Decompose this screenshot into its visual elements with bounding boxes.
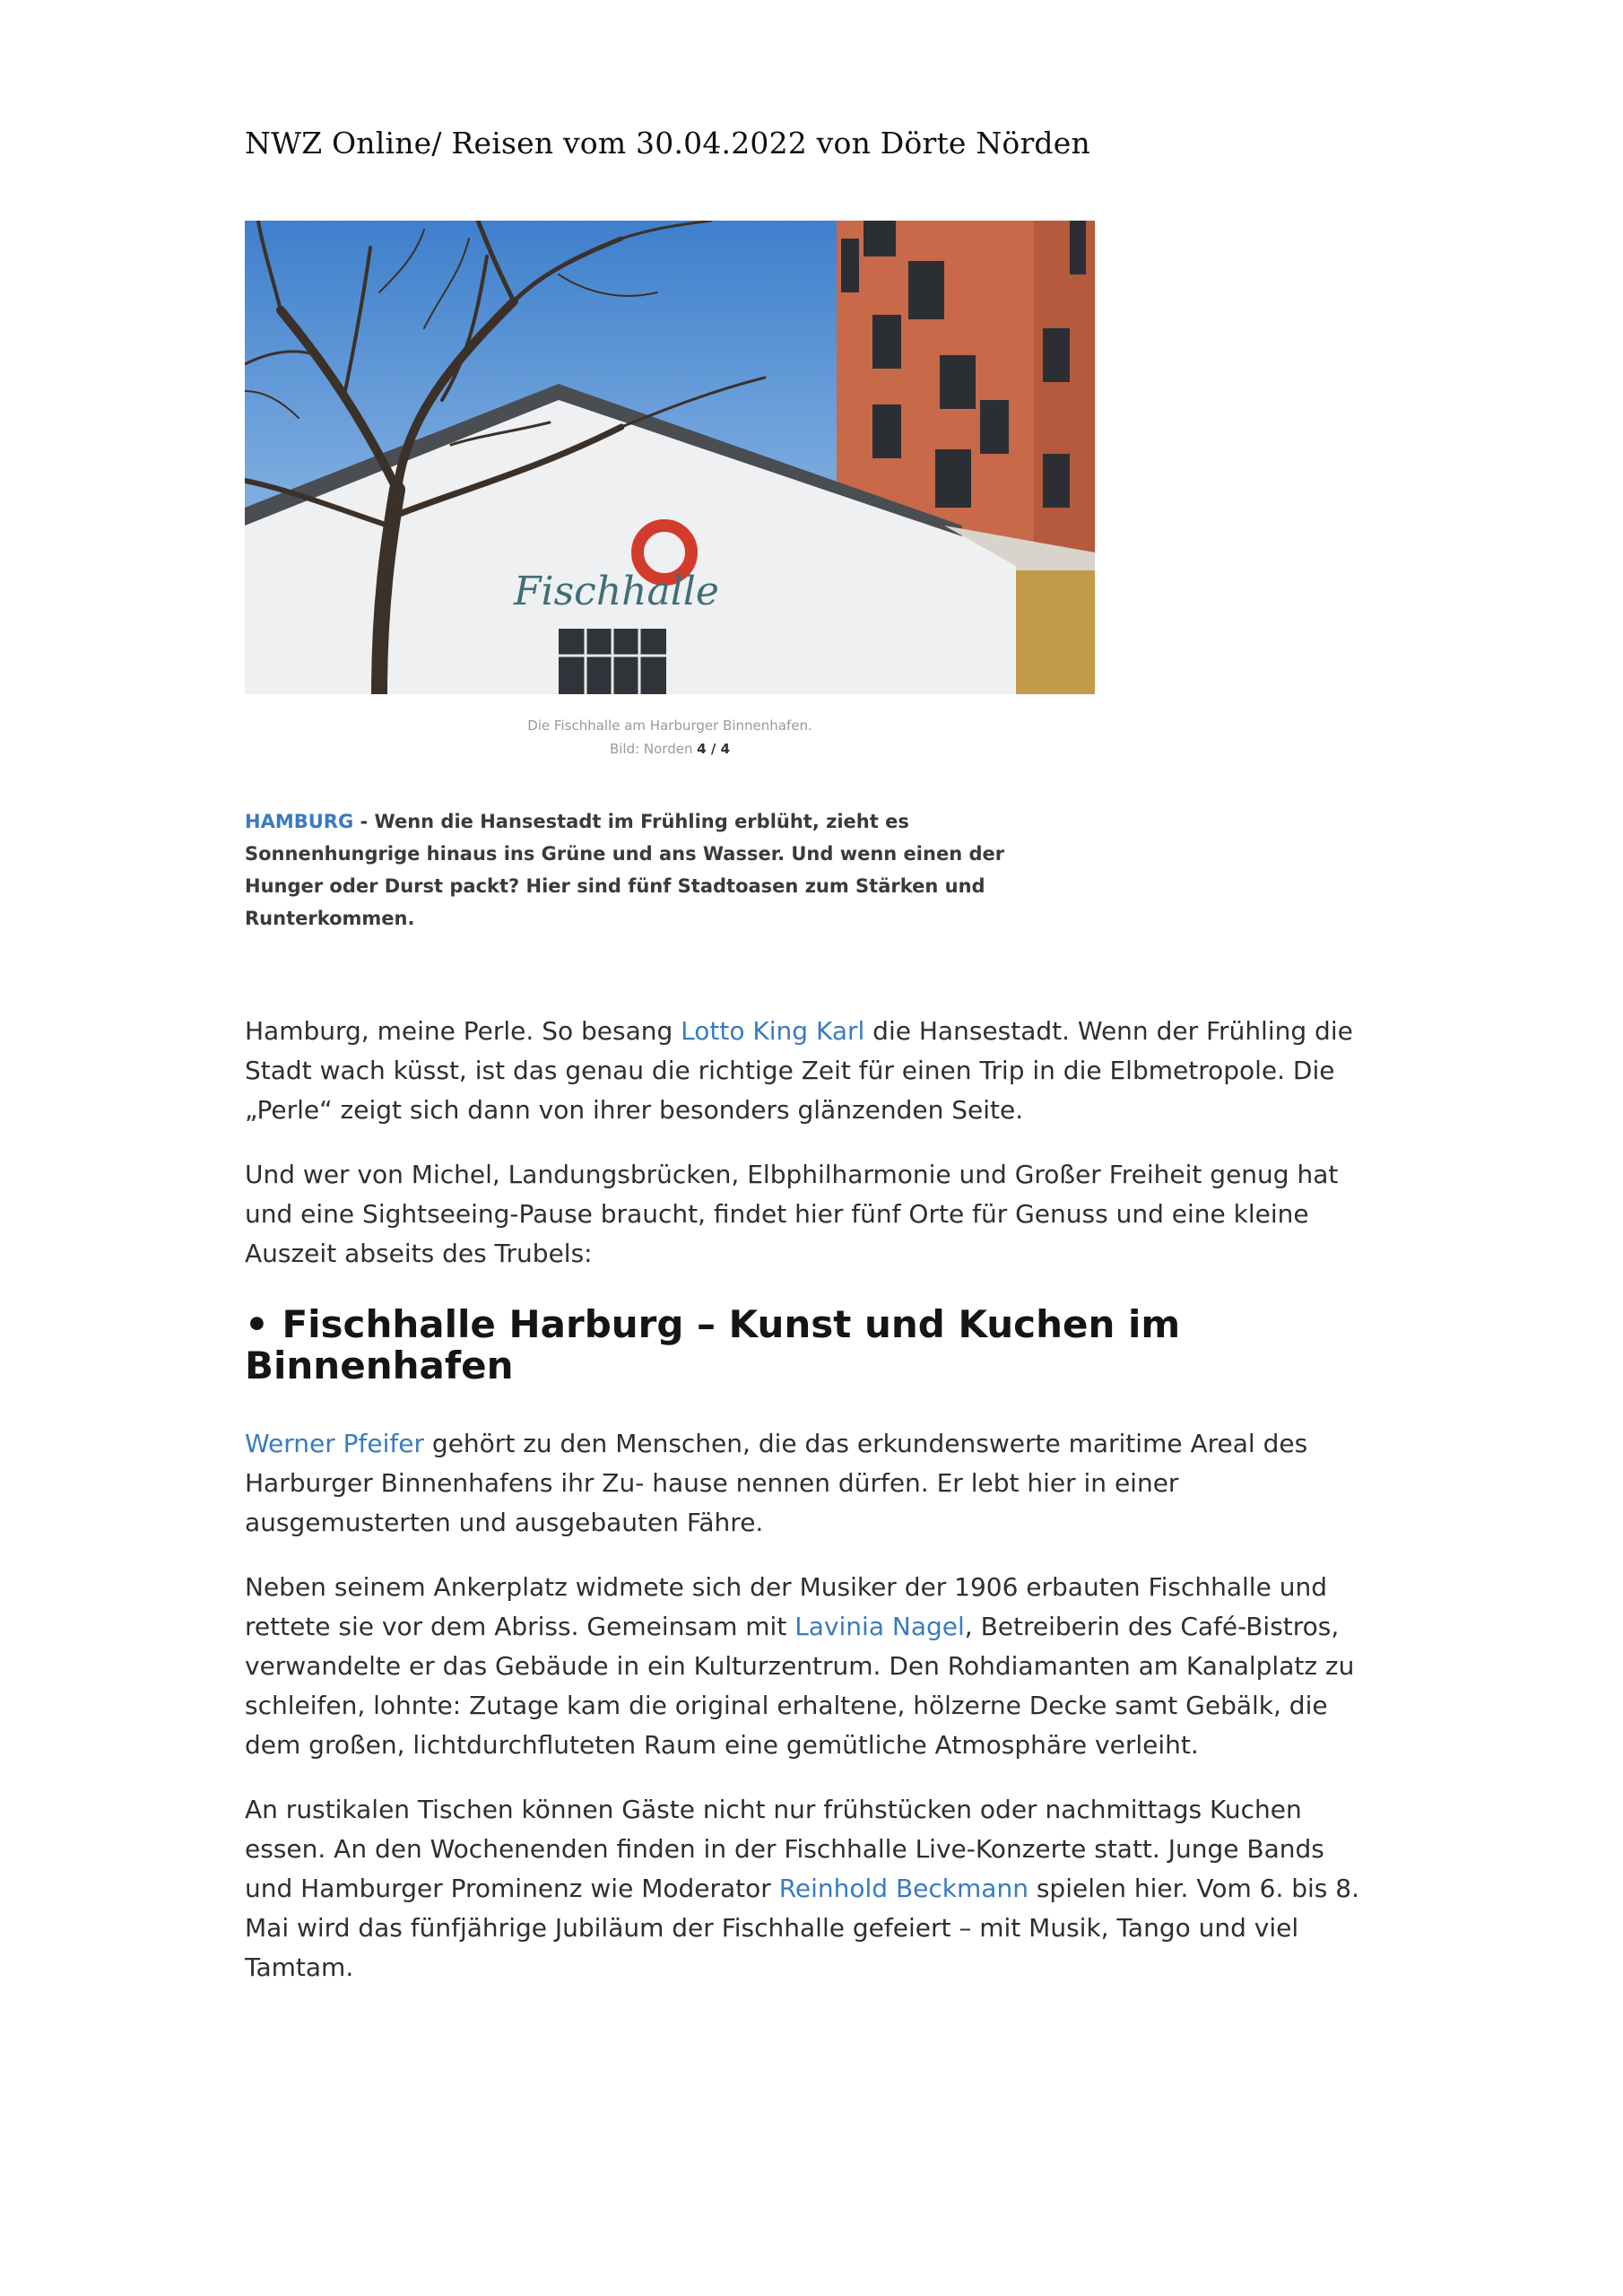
article-lead — [245, 805, 1070, 935]
photo-caption — [245, 714, 1095, 761]
link-lotto-king-karl[interactable]: Lotto King Karl — [681, 1016, 865, 1046]
photo-credit: Bild: Norden — [609, 741, 693, 757]
paragraph-1: Hamburg, meine Perle. So besang Lotto King Karl die Hansestadt. Wenn der Frühling die Stadt wach küsst, ist das genau die richtige Zeit für einen Trip in die Elbmetropole. Die „Perle“ zeigt sich dann von ihrer besonders glänzenden Seite. — [245, 1016, 1353, 1125]
caption-credit-line — [245, 737, 1095, 761]
fischhalle-sign: Fischhalle — [514, 569, 719, 614]
section-heading: • Fischhalle Harburg – Kunst und Kuchen im Binnenhafen — [245, 1302, 1181, 1387]
page-header: NWZ Online/ Reisen vom 30.04.2022 von Dörte Nörden — [245, 126, 1090, 161]
link-reinhold-beckmann[interactable]: Reinhold Beckmann — [778, 1874, 1028, 1903]
paragraph-4: Neben seinem Ankerplatz widmete sich der Musiker der 1906 erbauten Fischhalle und rettete sie vor dem Abriss. Gemeinsam mit Lavinia Nagel, Betreiberin des Café-Bistros, verwandelte er das Gebäude in ein Kulturzentrum. Den Rohdiamanten am Kanalplatz zu schleifen, lohnte: Zutage kam die original erhaltene, hölzerne Decke samt Gebälk, die dem großen, lichtdurchfluteten Raum eine gemütliche Atmosphäre verleiht. — [245, 1572, 1355, 1760]
caption-text: Die Fischhalle am Harburger Binnenhafen. — [527, 718, 812, 734]
fischhalle-photo — [245, 221, 1095, 694]
lead-text: - Wenn die Hansestadt im Frühling erblüht, zieht es Sonnenhungrige hinaus ins Grüne und ans Wasser. Und wenn einen der Hunger oder Durst packt? Hier sind fünf Stadtoasen zum Stärken und Runterkommen. — [245, 811, 1005, 929]
link-werner-pfeifer[interactable]: Werner Pfeifer — [245, 1429, 425, 1458]
photo-counter[interactable]: 4 / 4 — [697, 741, 731, 757]
paragraph-3: Werner Pfeifer gehört zu den Menschen, die das erkundenswerte maritime Areal des Harburger Binnenhafens ihr Zu- hause nennen dürfen. Er lebt hier in einer ausgemusterten und ausgebauten Fähre. — [245, 1429, 1308, 1537]
link-lavinia-nagel[interactable]: Lavinia Nagel — [794, 1612, 965, 1641]
paragraph-5: An rustikalen Tischen können Gäste nicht nur frühstücken oder nachmittags Kuchen essen. An den Wochenenden finden in der Fischhalle Live-Konzerte statt. Junge Bands und Hamburger Prominenz wie Moderator Reinhold Beckmann spielen hier. Vom 6. bis 8. Mai wird das fünfjährige Jubiläum der Fischhalle gefeiert – mit Musik, Tango und viel Tamtam. — [245, 1795, 1360, 1982]
paragraph-2: Und wer von Michel, Landungsbrücken, Elbphilharmonie und Großer Freiheit genug hat und eine Sightseeing-Pause braucht, findet hier fünf Orte für Genuss und eine kleine Auszeit abseits des Trubels: — [245, 1160, 1339, 1268]
dateline: HAMBURG — [245, 811, 354, 832]
article-photo[interactable] — [245, 221, 1095, 694]
article-body — [245, 1012, 1366, 2013]
